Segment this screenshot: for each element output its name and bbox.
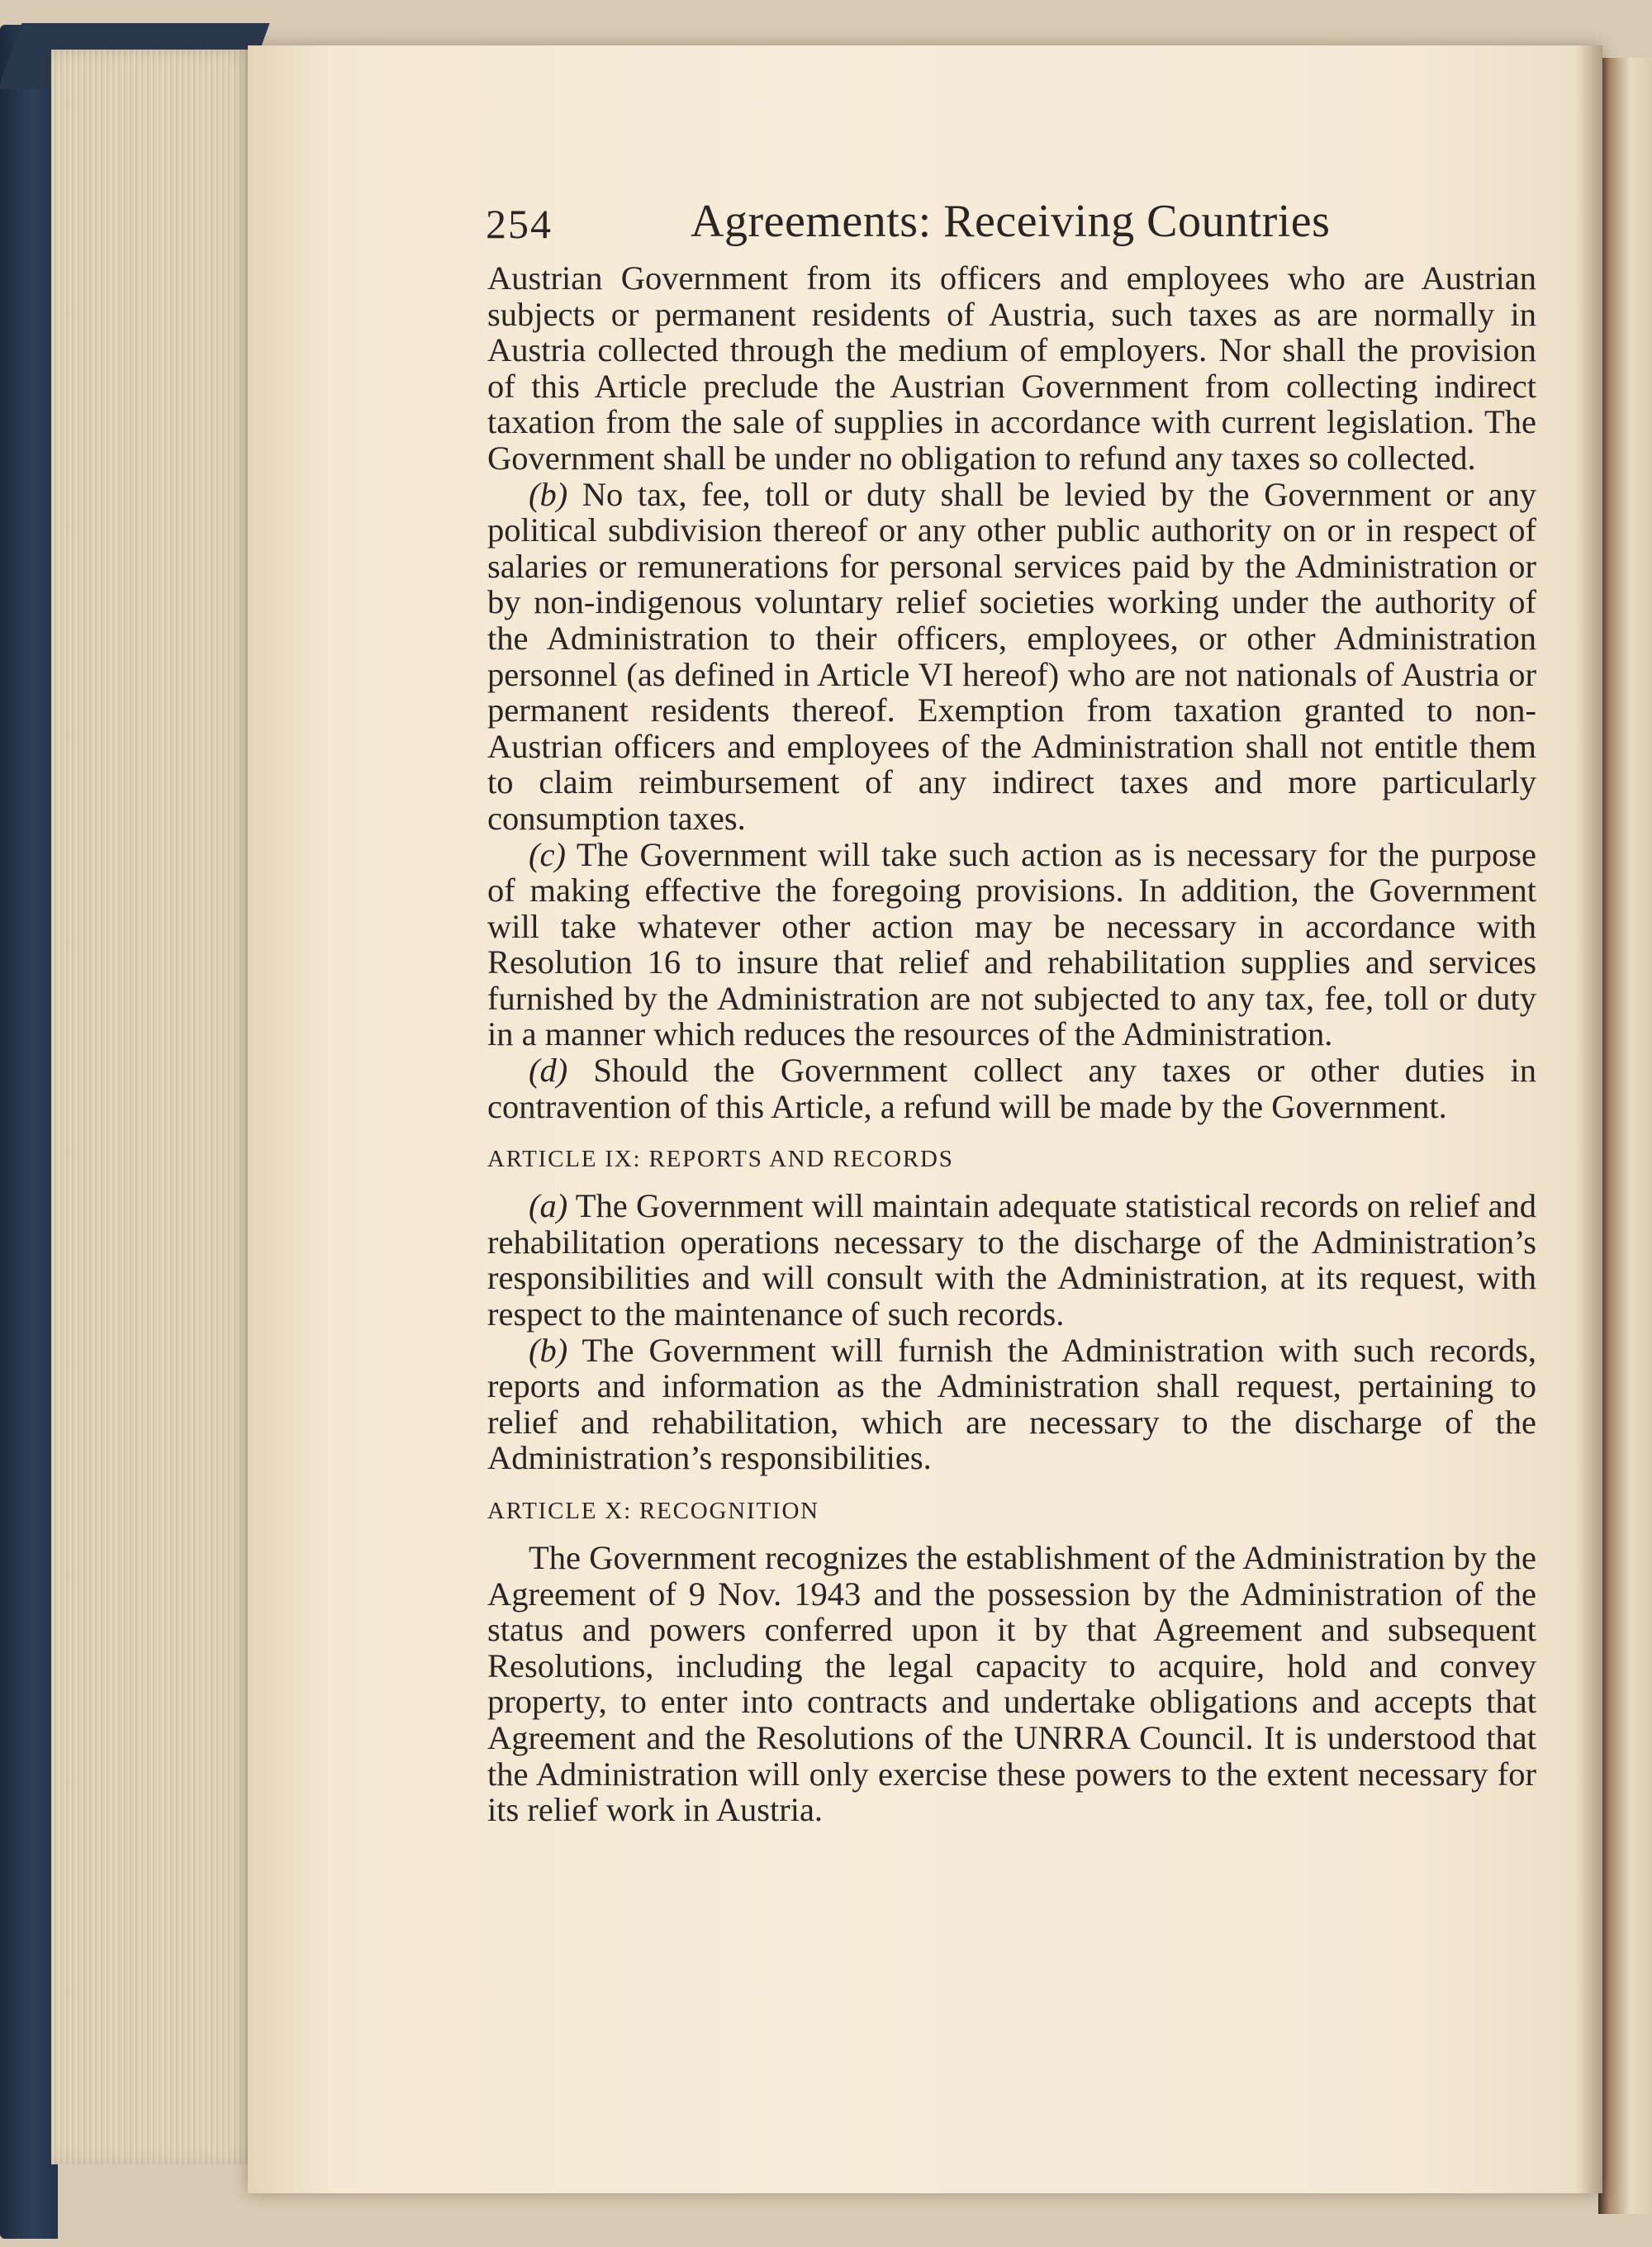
page-body (487, 260, 1536, 1828)
clause-b-tax (487, 477, 1536, 837)
clause-label: (b) (529, 1331, 568, 1369)
page-header (486, 196, 1536, 253)
clause-a-records (487, 1188, 1536, 1332)
clause-text: No tax, fee, toll or duty shall be levied by the Government or any political subdivision thereof or any other public authority on or in respect of salaries or remunerations for personal services paid by the Administration or by non-indigenous voluntary relief societies working under the authority of the Administration to their officers, employees, or other Administration personnel (as defined in Article VI hereof) who are not nationals of Austria or permanent residents thereof. Exemption from taxation granted to non-Austrian officers and employees of the Administration shall not entitle them to claim reimbursement of any indirect taxes and more particularly consumption taxes. (487, 475, 1536, 837)
clause-b-reports (487, 1333, 1536, 1476)
recognition-paragraph: The Government recognizes the establishment of the Administration by the Agreement of 9 Nov. 1943 and the possession by the Administration of the status and powers conferred upon it by that Agreement and subsequent Resolutions, including the legal capacity to acquire, hold and convey property, to enter into contracts and undertake obligations and accepts that Agreement and the Resolutions of the UNRRA Council. It is understood that the Administration will only exercise these powers to the extent necessary for its relief work in Austria. (487, 1539, 1536, 1829)
paragraph-continued: Austrian Government from its officers and employees who are Austrian subjects or permanent residents of Austria, such taxes as are normally in Austria collected through the medium of employers. Nor shall the provision of this Article preclude the Austrian Government from collecting indirect taxation from the sale of supplies in accordance with current legislation. The Government shall be under no obligation to refund any taxes so collected. (487, 259, 1536, 477)
article-ix-heading: ARTICLE IX: REPORTS AND RECORDS (487, 1146, 954, 1173)
page-edges (51, 50, 258, 2164)
clause-text: The Government will take such action as is necessary for the purpose of making effective the foregoing provisions. In addition, the Government will take whatever other action may be necessary in accordance with Resolution 16 to insure that relief and rehabilitation supplies and services furnished by the Administration are not subjected to any tax, fee, toll or duty in a manner which reduces the resources of the Administration. (487, 835, 1536, 1053)
page-number: 254 (486, 201, 553, 247)
gutter-shadow (1576, 45, 1602, 2193)
clause-label: (c) (529, 835, 566, 873)
book-cover (0, 25, 58, 2239)
article-x-heading: ARTICLE X: RECOGNITION (487, 1498, 819, 1524)
clause-d-refund (487, 1052, 1536, 1124)
clause-text: The Government will maintain adequate statistical records on relief and rehabilitation operations necessary to the discharge of the Administration’s responsibilities and will consult with the Administration, at its request, with respect to the maintenance of such records. (487, 1187, 1536, 1333)
running-title: Agreements: Receiving Countries (691, 196, 1331, 247)
clause-text: Should the Government collect any taxes or other duties in contravention of this Article, a refund will be made by the Government. (487, 1052, 1536, 1125)
clause-label: (d) (529, 1052, 568, 1090)
facing-page-edge (1598, 58, 1652, 2214)
clause-c-action (487, 837, 1536, 1053)
clause-label: (b) (529, 475, 568, 513)
clause-text: The Government will furnish the Administration with such records, reports and information as the Administration shall request, pertaining to relief and rehabilitation, which are necessary to the discharge of the Administration’s responsibilities. (487, 1331, 1536, 1477)
clause-label: (a) (529, 1187, 568, 1225)
